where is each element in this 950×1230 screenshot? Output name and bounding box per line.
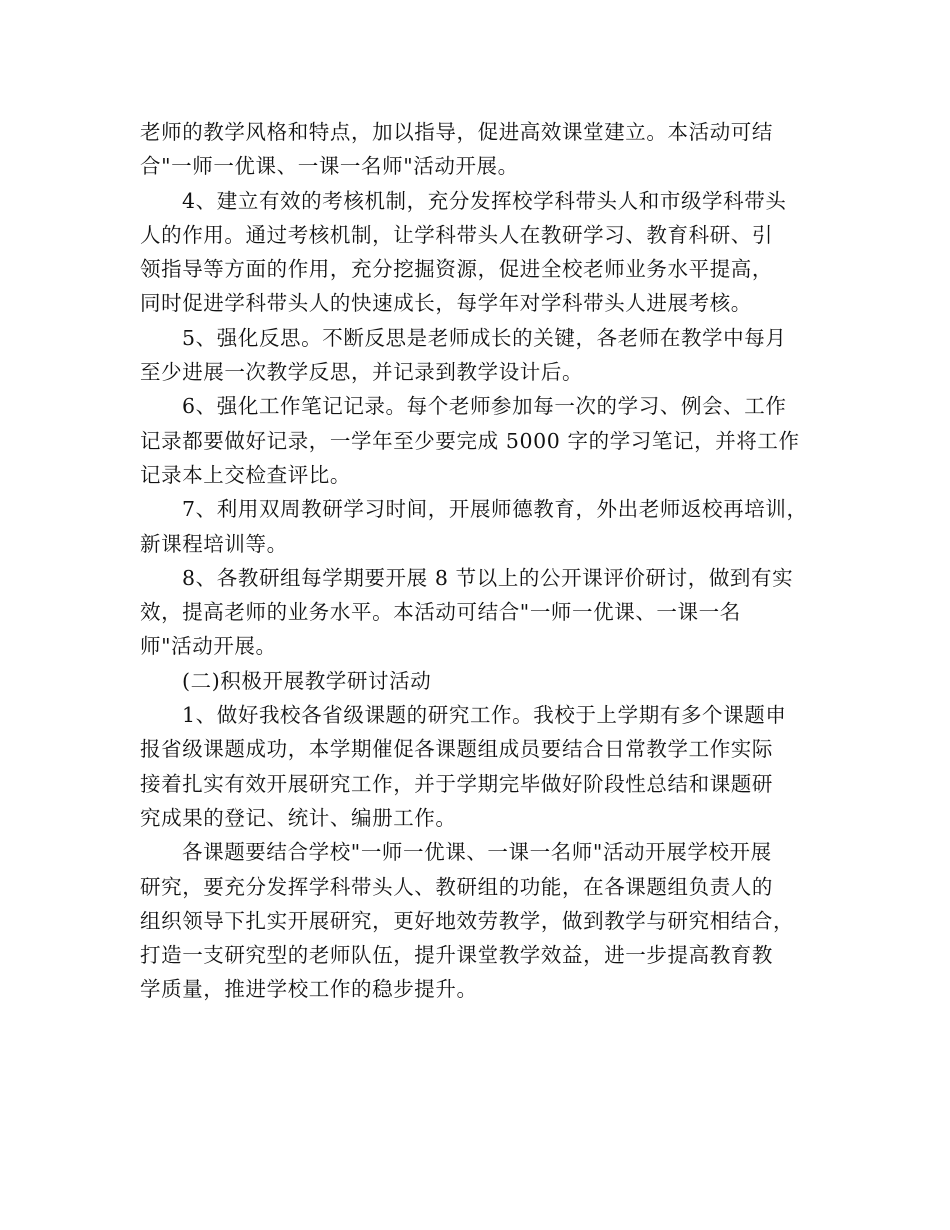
text-line: 效，提高老师的业务水平。本活动可结合"一师一优课、一课一名 <box>140 600 741 625</box>
text-line: 新课程培训等。 <box>140 531 288 556</box>
text-line: 接着扎实有效开展研究工作，并于学期完毕做好阶段性总结和课题研 <box>140 771 773 796</box>
text-line: 7、利用双周教研学习时间，开展师德教育，外出老师返校再培训， <box>182 497 808 522</box>
text-line: 组织领导下扎实开展研究，更好地效劳教学，做到教学与研究相结合， <box>140 908 795 933</box>
text-line: 6、强化工作笔记记录。每个老师参加每一次的学习、例会、工作 <box>182 394 787 419</box>
text-line: 1、做好我校各省级课题的研究工作。我校于上学期有多个课题申 <box>182 703 787 728</box>
text-line: 8、各教研组每学期要开展 8 节以上的公开课评价研讨，做到有实 <box>182 565 794 590</box>
text-line: 打造一支研究型的老师队伍，提升课堂教学效益，进一步提高教育教 <box>140 943 773 968</box>
document-body <box>140 115 824 1007</box>
text-line: 4、建立有效的考核机制，充分发挥校学科带头人和市级学科带头 <box>182 188 787 213</box>
text-line: 学质量，推进学校工作的稳步提升。 <box>140 977 478 1002</box>
text-line: 老师的教学风格和特点，加以指导，促进高效课堂建立。本活动可结 <box>140 120 773 144</box>
text-line: 各课题要结合学校"一师一优课、一课一名师"活动开展学校开展 <box>182 840 772 865</box>
text-line: 至少进展一次教学反思，并记录到教学设计后。 <box>140 360 584 385</box>
text-line: 记录都要做好记录，一学年至少要完成 5000 字的学习笔记，并将工作 <box>140 428 800 453</box>
text-line: 合"一师一优课、一课一名师"活动开展。 <box>140 154 519 179</box>
text-line: 研究，要充分发挥学科带头人、教研组的功能，在各课题组负责人的 <box>140 874 773 899</box>
text-line: 同时促进学科带头人的快速成长，每学年对学科带头人进展考核。 <box>140 291 752 316</box>
section-heading: (二)积极开展教学研讨活动 <box>182 668 432 693</box>
text-line: 究成果的登记、统计、编册工作。 <box>140 805 457 830</box>
text-line: 记录本上交检查评比。 <box>140 462 351 487</box>
text-line: 领指导等方面的作用，充分挖掘资源，促进全校老师业务水平提高， <box>140 257 773 282</box>
text-line: 报省级课题成功，本学期催促各课题组成员要结合日常教学工作实际 <box>140 737 773 762</box>
text-line: 5、强化反思。不断反思是老师成长的关键，各老师在教学中每月 <box>182 325 787 350</box>
text-line: 师"活动开展。 <box>140 634 277 659</box>
text-line: 人的作用。通过考核机制，让学科带头人在教研学习、教育科研、引 <box>140 222 773 247</box>
